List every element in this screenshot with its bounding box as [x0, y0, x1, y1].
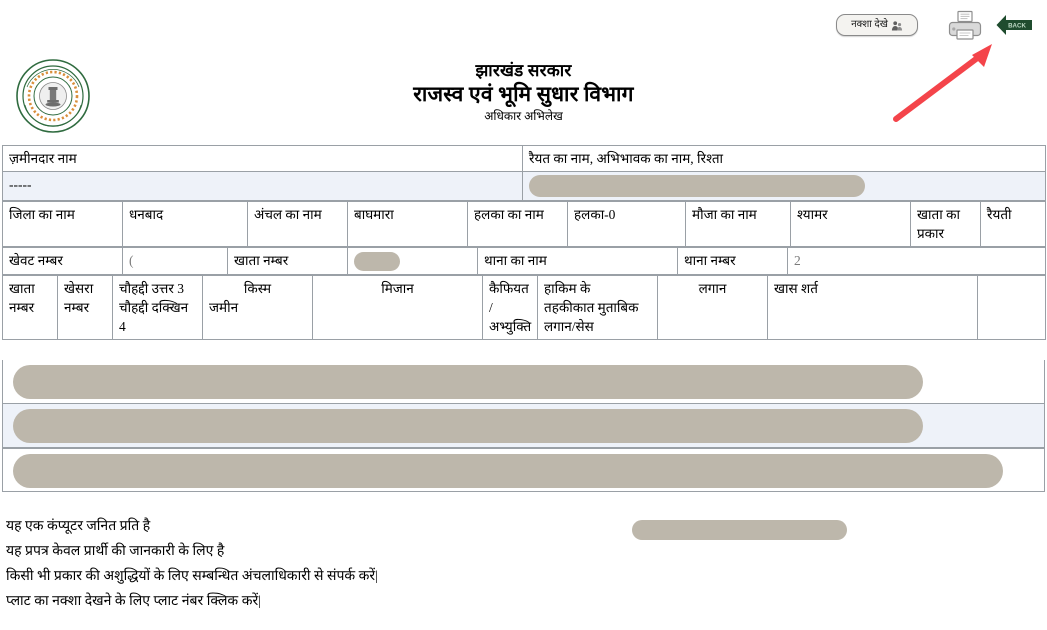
redacted-value — [13, 409, 923, 443]
thana-name-label: थाना का नाम — [478, 248, 678, 275]
redacted-value — [13, 365, 923, 399]
thana-number-value: 2 — [788, 248, 1046, 275]
back-arrow-icon — [995, 14, 1035, 36]
footer-line-4: प्लाट का नक्शा देखने के लिए प्लाट नंबर क्लिक करें| — [6, 594, 261, 609]
col-khesra-number-line2: नम्बर — [64, 300, 90, 316]
table-row — [2, 448, 1045, 492]
khewat-label: खेवट नम्बर — [3, 248, 123, 275]
map-person-icon — [891, 19, 903, 31]
print-button[interactable] — [947, 10, 983, 42]
col-khata-number-line2: नम्बर — [9, 300, 35, 316]
printer-icon — [947, 10, 983, 42]
plot-data-rows — [2, 360, 1045, 496]
col-hakim-lagan-line2: तहकीकात मुताबिक — [544, 300, 639, 316]
back-button-label: BACK — [1008, 22, 1026, 30]
thana-number-label: थाना नम्बर — [678, 248, 788, 275]
department-name: राजस्व एवं भूमि सुधार विभाग — [413, 82, 634, 106]
col-kaifiyat-line3: अभ्युक्ति — [489, 319, 532, 335]
khata-type-value: रैयती — [981, 202, 1046, 247]
col-kism-zameen-line2: जमीन — [209, 300, 239, 316]
col-kaifiyat-line1: कैफियत — [489, 281, 529, 297]
view-map-button[interactable] — [836, 14, 918, 36]
owner-block-table — [2, 145, 1046, 201]
table-row — [3, 248, 1046, 275]
footer-notes — [6, 514, 706, 614]
table-row — [3, 202, 1046, 247]
zamindar-label: ज़मीनदार नाम — [3, 146, 523, 172]
halka-label: हलका का नाम — [468, 202, 568, 247]
district-label: जिला का नाम — [3, 202, 123, 247]
mauja-label: मौजा का नाम — [686, 202, 791, 247]
plot-details-table — [2, 275, 1046, 340]
khata-number-value — [348, 248, 478, 275]
anchal-label: अंचल का नाम — [248, 202, 348, 247]
page-title-block — [0, 60, 1047, 125]
footer-line-2: यह प्रपत्र केवल प्रार्थी की जानकारी के लिए है — [6, 544, 225, 559]
back-button[interactable] — [995, 14, 1035, 36]
col-chauhaddi — [113, 276, 203, 340]
footer-line-3: किसी भी प्रकार की अशुद्धियों के लिए सम्बन्धित अंचलाधिकारी से संपर्क करें| — [6, 569, 378, 584]
col-mijan: मिजान — [313, 276, 483, 340]
halka-value: हलका-0 — [568, 202, 686, 247]
khata-number-label: खाता नम्बर — [228, 248, 348, 275]
raiyat-value — [523, 172, 1046, 201]
col-hakim-lagan-line1: हाकिम के — [544, 281, 591, 297]
col-lagan: लगान — [658, 276, 768, 340]
raiyat-label: रैयत का नाम, अभिभावक का नाम, रिश्ता — [523, 146, 1046, 172]
table-row — [2, 360, 1045, 404]
redacted-value — [354, 252, 400, 271]
col-khata-number-line1: खाता — [9, 281, 35, 297]
document-type: अधिकार अभिलेख — [484, 109, 563, 123]
khata-type-label: खाता का प्रकार — [911, 202, 981, 247]
table-row — [3, 146, 1046, 172]
khewat-value: ( — [123, 248, 228, 275]
col-hakim-lagan-line3: लगान/सेस — [544, 319, 594, 335]
anchal-value: बाघमारा — [348, 202, 468, 247]
col-extra — [978, 276, 1046, 340]
top-toolbar — [0, 0, 1047, 48]
table-row — [3, 172, 1046, 201]
col-chauhaddi-line2: चौहद्दी दक्खिन 4 — [119, 300, 189, 335]
table-row — [2, 404, 1045, 448]
redacted-value — [529, 175, 865, 197]
col-kaifiyat — [483, 276, 538, 340]
col-kism-zameen — [203, 276, 313, 340]
col-hakim-lagan — [538, 276, 658, 340]
district-value: धनबाद — [123, 202, 248, 247]
zamindar-value: ----- — [3, 172, 523, 201]
col-khesra-number — [58, 276, 113, 340]
record-sheet — [2, 145, 1045, 340]
location-block-table — [2, 201, 1046, 247]
footer-redacted-value — [632, 520, 847, 540]
col-chauhaddi-line1: चौहद्दी उत्तर 3 — [119, 281, 185, 297]
col-kaifiyat-line2: / — [489, 300, 493, 316]
table-header-row — [3, 276, 1046, 340]
view-map-button-label: नक्शा देखे — [851, 19, 888, 30]
col-khata-number — [3, 276, 58, 340]
col-khas-shart: खास शर्त — [768, 276, 978, 340]
redacted-value — [13, 454, 1003, 488]
col-kism-zameen-line1: किस्म — [243, 281, 272, 297]
footer-line-1: यह एक कंप्यूटर जनित प्रति है — [6, 519, 151, 534]
col-khesra-number-line1: खेसरा — [64, 281, 94, 297]
gov-name: झारखंड सरकार — [475, 61, 572, 80]
mauja-value: श्यामर — [791, 202, 911, 247]
khewat-block-table — [2, 247, 1046, 275]
